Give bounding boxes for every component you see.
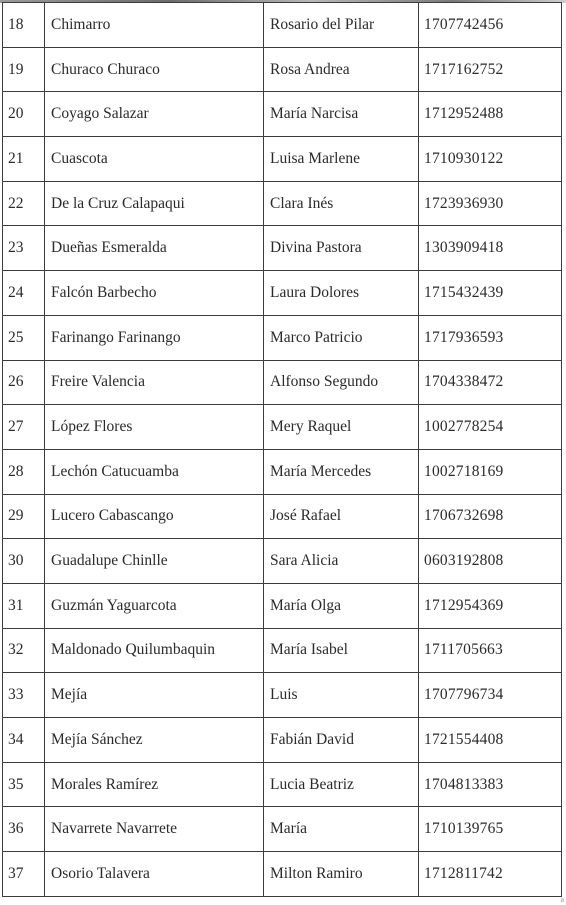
given-names-cell: Mery Raquel — [264, 405, 419, 450]
id-number-cell: 1710139765 — [419, 807, 562, 852]
given-names-cell: Alfonso Segundo — [264, 360, 419, 405]
table-row — [3, 315, 562, 360]
table-row — [3, 226, 562, 271]
row-number-cell: 31 — [3, 583, 45, 628]
id-number-cell: 1707742456 — [419, 3, 562, 48]
given-names-cell: Marco Patricio — [264, 315, 419, 360]
surname-cell: Coyago Salazar — [45, 92, 264, 137]
surname-cell: Morales Ramírez — [45, 762, 264, 807]
given-names-cell: María Narcisa — [264, 92, 419, 137]
given-names-cell: María Olga — [264, 583, 419, 628]
id-number-cell: 1711705663 — [419, 628, 562, 673]
id-number-cell: 1723936930 — [419, 181, 562, 226]
row-number-cell: 20 — [3, 92, 45, 137]
surname-cell: Farinango Farinango — [45, 315, 264, 360]
row-number-cell: 34 — [3, 718, 45, 763]
given-names-cell: José Rafael — [264, 494, 419, 539]
surname-cell: Falcón Barbecho — [45, 271, 264, 316]
table-row — [3, 494, 562, 539]
row-number-cell: 32 — [3, 628, 45, 673]
surname-cell: Guzmán Yaguarcota — [45, 583, 264, 628]
id-number-cell: 1721554408 — [419, 718, 562, 763]
roster-table-body — [3, 3, 562, 897]
surname-cell: Mejía — [45, 673, 264, 718]
surname-cell: Mejía Sánchez — [45, 718, 264, 763]
id-number-cell: 1707796734 — [419, 673, 562, 718]
row-number-cell: 28 — [3, 449, 45, 494]
id-number-cell: 1717936593 — [419, 315, 562, 360]
row-number-cell: 33 — [3, 673, 45, 718]
id-number-cell: 1717162752 — [419, 47, 562, 92]
given-names-cell: Fabián David — [264, 718, 419, 763]
surname-cell: De la Cruz Calapaqui — [45, 181, 264, 226]
given-names-cell: Lucia Beatriz — [264, 762, 419, 807]
row-number-cell: 19 — [3, 47, 45, 92]
table-row — [3, 718, 562, 763]
given-names-cell: Luisa Marlene — [264, 137, 419, 182]
row-number-cell: 21 — [3, 137, 45, 182]
given-names-cell: Luis — [264, 673, 419, 718]
row-number-cell: 25 — [3, 315, 45, 360]
table-row — [3, 449, 562, 494]
table-row — [3, 673, 562, 718]
id-number-cell: 1715432439 — [419, 271, 562, 316]
surname-cell: López Flores — [45, 405, 264, 450]
given-names-cell: María — [264, 807, 419, 852]
id-number-cell: 1303909418 — [419, 226, 562, 271]
surname-cell: Osorio Talavera — [45, 852, 264, 897]
id-number-cell: 1704813383 — [419, 762, 562, 807]
id-number-cell: 1706732698 — [419, 494, 562, 539]
table-row — [3, 583, 562, 628]
given-names-cell: Divina Pastora — [264, 226, 419, 271]
row-number-cell: 24 — [3, 271, 45, 316]
table-row — [3, 360, 562, 405]
row-number-cell: 27 — [3, 405, 45, 450]
table-row — [3, 271, 562, 316]
id-number-cell: 1712811742 — [419, 852, 562, 897]
given-names-cell: Rosario del Pilar — [264, 3, 419, 48]
table-row — [3, 852, 562, 897]
row-number-cell: 35 — [3, 762, 45, 807]
table-row — [3, 807, 562, 852]
surname-cell: Freire Valencia — [45, 360, 264, 405]
surname-cell: Navarrete Navarrete — [45, 807, 264, 852]
row-number-cell: 22 — [3, 181, 45, 226]
id-number-cell: 0603192808 — [419, 539, 562, 584]
surname-cell: Lucero Cabascango — [45, 494, 264, 539]
surname-cell: Lechón Catucuamba — [45, 449, 264, 494]
id-number-cell: 1710930122 — [419, 137, 562, 182]
given-names-cell: Rosa Andrea — [264, 47, 419, 92]
given-names-cell: Laura Dolores — [264, 271, 419, 316]
row-number-cell: 36 — [3, 807, 45, 852]
surname-cell: Churaco Churaco — [45, 47, 264, 92]
surname-cell: Cuascota — [45, 137, 264, 182]
id-number-cell: 1704338472 — [419, 360, 562, 405]
table-row — [3, 539, 562, 584]
surname-cell: Chimarro — [45, 3, 264, 48]
table-row — [3, 47, 562, 92]
table-row — [3, 92, 562, 137]
given-names-cell: María Mercedes — [264, 449, 419, 494]
id-number-cell: 1712954369 — [419, 583, 562, 628]
given-names-cell: Sara Alicia — [264, 539, 419, 584]
id-number-cell: 1002778254 — [419, 405, 562, 450]
table-row — [3, 3, 562, 48]
roster-table — [2, 2, 562, 897]
given-names-cell: Milton Ramiro — [264, 852, 419, 897]
row-number-cell: 29 — [3, 494, 45, 539]
row-number-cell: 23 — [3, 226, 45, 271]
table-row — [3, 181, 562, 226]
row-number-cell: 18 — [3, 3, 45, 48]
row-number-cell: 26 — [3, 360, 45, 405]
corner-mark: a — [560, 895, 564, 904]
id-number-cell: 1712952488 — [419, 92, 562, 137]
row-number-cell: 37 — [3, 852, 45, 897]
table-row — [3, 137, 562, 182]
table-row — [3, 628, 562, 673]
id-number-cell: 1002718169 — [419, 449, 562, 494]
surname-cell: Dueñas Esmeralda — [45, 226, 264, 271]
given-names-cell: Clara Inés — [264, 181, 419, 226]
surname-cell: Maldonado Quilumbaquin — [45, 628, 264, 673]
row-number-cell: 30 — [3, 539, 45, 584]
surname-cell: Guadalupe Chinlle — [45, 539, 264, 584]
table-row — [3, 762, 562, 807]
table-row — [3, 405, 562, 450]
given-names-cell: María Isabel — [264, 628, 419, 673]
